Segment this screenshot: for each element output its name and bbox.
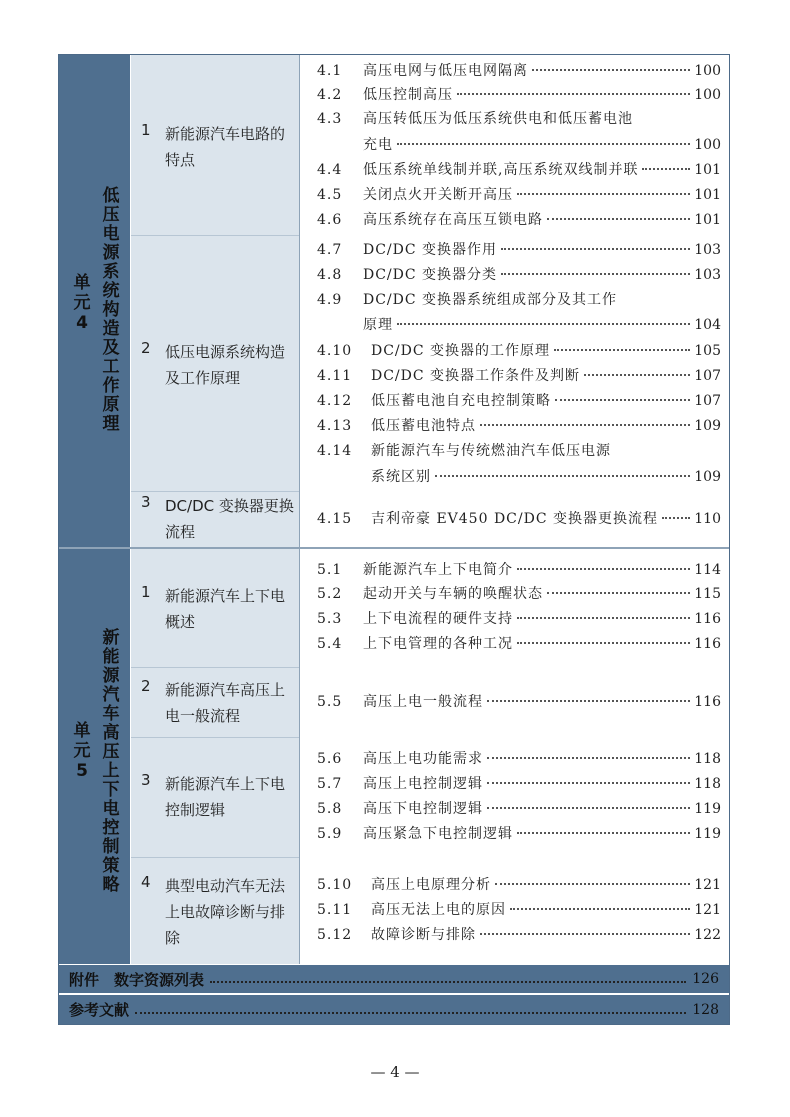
entry-title: 新能源汽车与传统燃油汽车低压电源 <box>371 443 611 459</box>
entry-number: 4.3 <box>317 111 343 127</box>
toc-entry[interactable] <box>317 390 721 412</box>
entry-title: 上下电管理的各种工况 <box>363 636 513 652</box>
entry-number: 5.1 <box>317 562 343 578</box>
divider <box>131 667 299 668</box>
divider <box>299 55 300 964</box>
toc-entry[interactable] <box>317 108 721 130</box>
entry-page: 116 <box>694 636 721 652</box>
topic-title: 低压电源系统构造及工作原理 <box>165 343 286 387</box>
entry-number: 4.14 <box>317 443 353 459</box>
references-row[interactable] <box>59 995 729 1024</box>
entry-number: 4.10 <box>317 343 353 359</box>
entry-page: 116 <box>694 694 721 710</box>
leader-dots <box>487 807 690 809</box>
leader-dots <box>554 349 690 351</box>
entry-title: DC/DC 变换器工作条件及判断 <box>371 368 581 384</box>
unit-5-title: 新能源汽车高压上下电控制策略 <box>102 628 120 895</box>
leader-dots <box>457 93 690 95</box>
topic-title: DC/DC 变换器更换流程 <box>165 497 294 541</box>
toc-entry[interactable] <box>317 289 721 311</box>
leader-dots <box>517 193 690 195</box>
entry-number: 5.9 <box>317 826 343 842</box>
table-of-contents <box>58 54 730 1025</box>
entry-number: 5.5 <box>317 694 343 710</box>
entry-page: 101 <box>694 187 721 203</box>
leader-dots <box>487 782 690 784</box>
entry-number: 5.10 <box>317 877 353 893</box>
entry-page: 119 <box>694 801 721 817</box>
entry-number: 5.3 <box>317 611 343 627</box>
toc-entry[interactable] <box>317 691 721 713</box>
unit-5-label: 单元5 <box>73 721 91 781</box>
entry-page: 114 <box>694 562 721 578</box>
entry-number: 4.1 <box>317 63 343 79</box>
leader-dots <box>532 69 690 71</box>
toc-entry[interactable] <box>317 264 721 286</box>
entry-title: 高压电网与低压电网隔离 <box>363 63 528 79</box>
entry-page: 107 <box>694 368 721 384</box>
unit-5-column <box>59 549 130 964</box>
entry-page: 101 <box>694 212 721 228</box>
entry-title: 高压紧急下电控制逻辑 <box>363 826 513 842</box>
entry-number: 5.4 <box>317 636 343 652</box>
divider <box>131 235 299 236</box>
entry-title: 高压上电一般流程 <box>363 694 483 710</box>
topic-number: 3 <box>141 493 151 511</box>
entry-page: 103 <box>694 267 721 283</box>
entry-number: 5.7 <box>317 776 343 792</box>
toc-entry[interactable] <box>317 440 721 462</box>
appendix-label: 附件 数字资源列表 <box>69 970 205 989</box>
topic-title: 新能源汽车上下电控制逻辑 <box>165 775 286 819</box>
toc-entry[interactable] <box>317 340 721 362</box>
divider <box>131 737 299 738</box>
entry-number: 4.6 <box>317 212 343 228</box>
entry-number: 5.11 <box>317 902 353 918</box>
topic-title: 新能源汽车高压上电一般流程 <box>165 681 286 725</box>
entry-number: 4.9 <box>317 292 343 308</box>
entry-number: 4.15 <box>317 511 353 527</box>
toc-entry[interactable] <box>317 608 721 630</box>
toc-entry[interactable] <box>317 924 721 946</box>
entry-title: 高压系统存在高压互锁电路 <box>363 212 543 228</box>
topic-title: 典型电动汽车无法上电故障诊断与排除 <box>165 877 286 947</box>
entry-page: 110 <box>694 511 721 527</box>
entry-title: 故障诊断与排除 <box>371 927 476 943</box>
entry-number: 4.7 <box>317 242 343 258</box>
topic-number: 4 <box>141 873 151 891</box>
toc-entry[interactable] <box>317 239 721 261</box>
entry-number: 4.8 <box>317 267 343 283</box>
entry-title: 低压系统单线制并联,高压系统双线制并联 <box>363 162 639 178</box>
topic-number: 1 <box>141 121 151 139</box>
entry-page: 118 <box>694 776 721 792</box>
toc-entry[interactable] <box>317 748 721 770</box>
leader-dots <box>584 374 690 376</box>
entry-title: DC/DC 变换器系统组成部分及其工作 <box>363 292 618 308</box>
appendix-page: 126 <box>692 971 719 987</box>
entry-title: 高压下电控制逻辑 <box>363 801 483 817</box>
unit-4-label: 单元4 <box>73 273 91 333</box>
entry-number: 4.13 <box>317 418 353 434</box>
appendix-row[interactable] <box>59 965 729 993</box>
entry-page: 119 <box>694 826 721 842</box>
entry-page: 100 <box>694 87 721 103</box>
leader-dots <box>501 248 690 250</box>
toc-entry[interactable] <box>317 583 721 605</box>
toc-entry[interactable] <box>317 899 721 921</box>
divider <box>131 491 299 492</box>
leader-dots <box>435 475 690 477</box>
entry-page: 121 <box>694 877 721 893</box>
toc-entry-continuation[interactable] <box>363 314 721 336</box>
leader-dots <box>480 424 690 426</box>
toc-entry[interactable] <box>317 559 721 581</box>
unit-divider <box>59 547 729 549</box>
entry-title: 起动开关与车辆的唤醒状态 <box>363 586 543 602</box>
leader-dots <box>495 883 690 885</box>
entry-page: 122 <box>694 927 721 943</box>
entry-page: 100 <box>694 63 721 79</box>
entry-title: 高压上电功能需求 <box>363 751 483 767</box>
entry-page: 109 <box>694 469 721 485</box>
toc-entry[interactable] <box>317 633 721 655</box>
leader-dots <box>501 273 690 275</box>
entry-title: 充电 <box>363 137 393 153</box>
unit-4-column <box>59 55 130 547</box>
toc-entry[interactable] <box>317 209 721 231</box>
entry-title: 低压控制高压 <box>363 87 453 103</box>
leader-dots <box>547 592 690 594</box>
toc-entry[interactable] <box>317 84 721 106</box>
entry-title: 低压蓄电池自充电控制策略 <box>371 393 551 409</box>
leader-dots <box>480 933 690 935</box>
entry-title: 上下电流程的硬件支持 <box>363 611 513 627</box>
entry-page: 100 <box>694 137 721 153</box>
toc-entry[interactable] <box>317 159 721 181</box>
entry-title: 关闭点火开关断开高压 <box>363 187 513 203</box>
toc-entry[interactable] <box>317 365 721 387</box>
leader-dots <box>397 143 690 145</box>
topic-title: 新能源汽车上下电概述 <box>165 587 286 631</box>
topic-number: 2 <box>141 339 151 357</box>
entry-page: 121 <box>694 902 721 918</box>
entry-number: 4.11 <box>317 368 353 384</box>
leader-dots <box>135 1012 686 1014</box>
topic-number: 3 <box>141 771 151 789</box>
entry-title: 高压上电原理分析 <box>371 877 491 893</box>
entry-title: 高压上电控制逻辑 <box>363 776 483 792</box>
entry-title: DC/DC 变换器的工作原理 <box>371 343 551 359</box>
entry-page: 105 <box>694 343 721 359</box>
leader-dots <box>210 981 686 983</box>
entry-number: 5.8 <box>317 801 343 817</box>
leader-dots <box>517 832 690 834</box>
entry-number: 5.2 <box>317 586 343 602</box>
entry-number: 4.2 <box>317 87 343 103</box>
leader-dots <box>517 642 690 644</box>
page-number: — 4 — <box>370 1063 420 1081</box>
entry-page: 109 <box>694 418 721 434</box>
unit-4-title: 低压电源系统构造及工作原理 <box>102 186 120 434</box>
toc-entry[interactable] <box>317 60 721 82</box>
leader-dots <box>487 757 690 759</box>
entry-number: 4.12 <box>317 393 353 409</box>
entry-title: DC/DC 变换器分类 <box>363 267 498 283</box>
entry-page: 101 <box>694 162 721 178</box>
entry-number: 5.6 <box>317 751 343 767</box>
toc-entry[interactable] <box>317 874 721 896</box>
entry-page: 116 <box>694 611 721 627</box>
entry-title: DC/DC 变换器作用 <box>363 242 498 258</box>
entry-number: 4.4 <box>317 162 343 178</box>
entry-number: 4.5 <box>317 187 343 203</box>
topic-title: 新能源汽车电路的特点 <box>165 125 286 169</box>
toc-entry[interactable] <box>317 184 721 206</box>
leader-dots <box>487 700 690 702</box>
toc-entry[interactable] <box>317 508 721 530</box>
leader-dots <box>397 323 690 325</box>
leader-dots <box>510 908 690 910</box>
leader-dots <box>642 168 690 170</box>
entry-page: 103 <box>694 242 721 258</box>
entry-title: 原理 <box>363 317 393 333</box>
topic-number: 2 <box>141 677 151 695</box>
entry-page: 104 <box>694 317 721 333</box>
divider <box>131 857 299 858</box>
entry-title: 高压无法上电的原因 <box>371 902 506 918</box>
leader-dots <box>517 568 690 570</box>
entry-title: 系统区别 <box>371 469 431 485</box>
toc-entry[interactable] <box>317 823 721 845</box>
entry-title: 低压蓄电池特点 <box>371 418 476 434</box>
toc-entry[interactable] <box>317 415 721 437</box>
leader-dots <box>547 218 690 220</box>
toc-entry-continuation[interactable] <box>363 134 721 156</box>
entry-title: 吉利帝豪 EV450 DC/DC 变换器更换流程 <box>371 511 658 527</box>
references-page: 128 <box>692 1001 719 1018</box>
leader-dots <box>555 399 690 401</box>
leader-dots <box>517 617 690 619</box>
entry-title: 高压转低压为低压系统供电和低压蓄电池 <box>363 111 633 127</box>
leader-dots <box>662 517 690 519</box>
entry-page: 107 <box>694 393 721 409</box>
references-label: 参考文献 <box>69 1001 130 1019</box>
toc-entry-continuation[interactable] <box>371 466 721 488</box>
toc-entry[interactable] <box>317 798 721 820</box>
entry-page: 115 <box>694 586 721 602</box>
topic-number: 1 <box>141 583 151 601</box>
entry-title: 新能源汽车上下电简介 <box>363 562 513 578</box>
toc-entry[interactable] <box>317 773 721 795</box>
entry-page: 118 <box>694 751 721 767</box>
entry-number: 5.12 <box>317 927 353 943</box>
